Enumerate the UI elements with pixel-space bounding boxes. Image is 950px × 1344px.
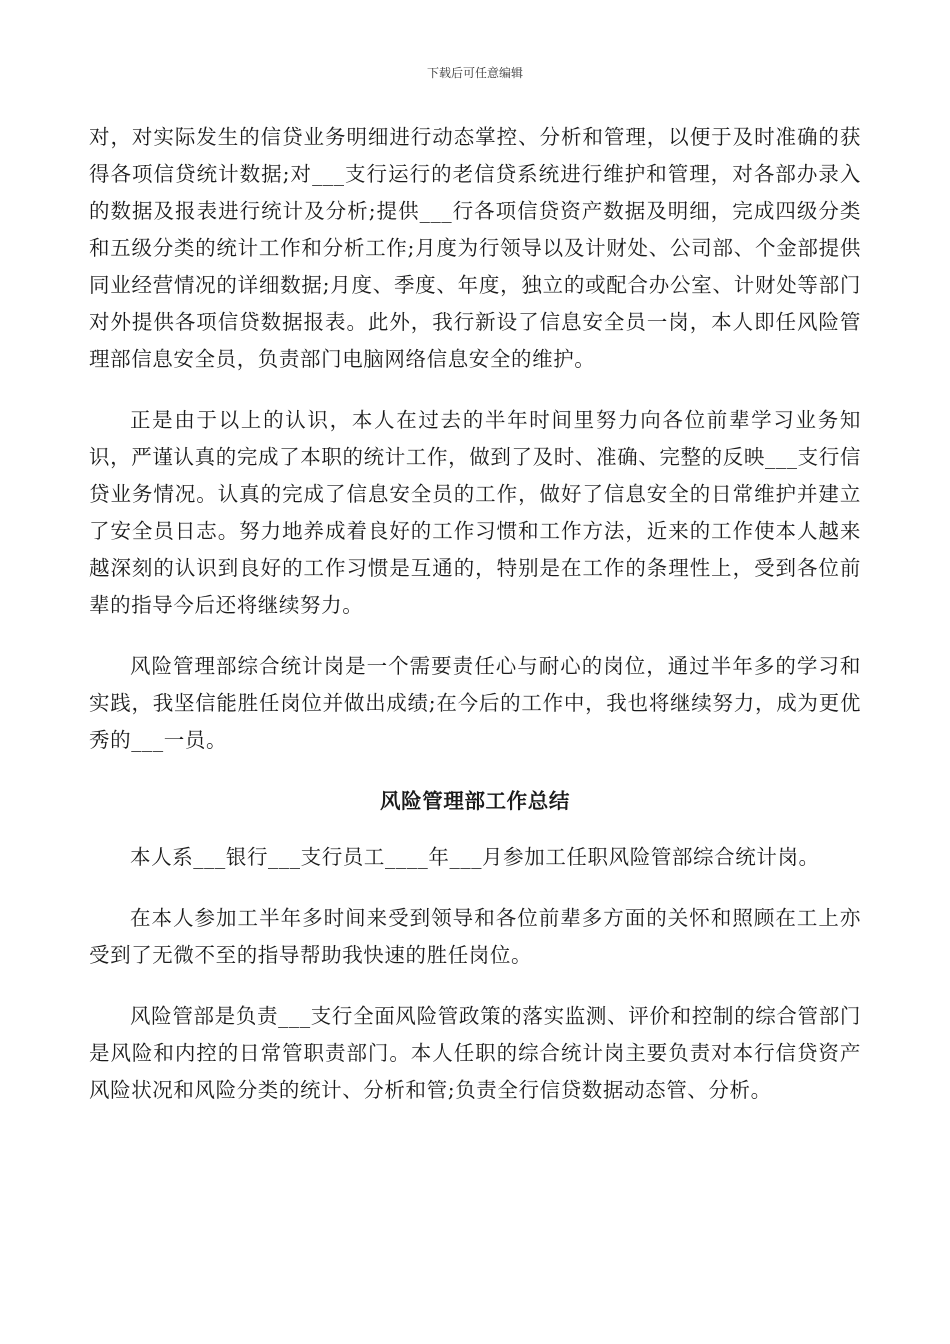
document-body — [89, 119, 861, 1109]
section-title: 风险管理部工作总结 — [380, 789, 570, 813]
paragraph-continued: 对，对实际发生的信贷业务明细进行动态掌控、分析和管理，以便于及时准确的获得各项信贷统计数据;对___支行运行的老信贷系统进行维护和管理，对各部办录入的数据及报表进行统计及分析;提供___行各项信贷资产数据及明细，完成四级分类和五级分类的统计工作和分析工作;月度为行领导以及计财处、公司部、个金部提供同业经营情况的详细数据;月度、季度、年度，独立的或配合办公室、计财处等部门对外提供各项信贷数据报表。此外，我行新设了信息安全员一岗，本人即任风险管理部信息安全员，负责部门电脑网络信息安全的维护。 — [89, 125, 861, 371]
paragraph-department-duties: 风险管部是负责___支行全面风险管政策的落实监测、评价和控制的综合管部门是风险和内控的日常管职责部门。本人任职的综合统计岗主要负责对本行信贷资产风险状况和风险分类的统计、分析和管;负责全行信贷数据动态管、分析。 — [89, 1004, 861, 1102]
paragraph-thanks: 在本人参加工半年多时间来受到领导和各位前辈多方面的关怀和照顾在工上亦受到了无微不至的指导帮助我快速的胜任岗位。 — [89, 906, 861, 967]
paragraph-recognition: 正是由于以上的认识，本人在过去的半年时间里努力向各位前辈学习业务知识，严谨认真的完成了本职的统计工作，做到了及时、准确、完整的反映___支行信贷业务情况。认真的完成了信息安全员的工作，做好了信息安全的日常维护并建立了安全员日志。努力地养成着良好的工作习惯和工作方法，近来的工作使本人越来越深刻的认识到良好的工作习惯是互通的，特别是在工作的条理性上，受到各位前辈的指导今后还将继续努力。 — [89, 408, 861, 617]
paragraph-conclusion: 风险管理部综合统计岗是一个需要责任心与耐心的岗位，通过半年多的学习和实践，我坚信能胜任岗位并做出成绩;在今后的工作中，我也将继续努力，成为更优秀的___一员。 — [89, 654, 861, 752]
page-header-note: 下载后可任意编辑 — [426, 66, 523, 80]
paragraph-intro: 本人系___银行___支行员工____年___月参加工任职风险管部综合统计岗。 — [130, 845, 820, 869]
